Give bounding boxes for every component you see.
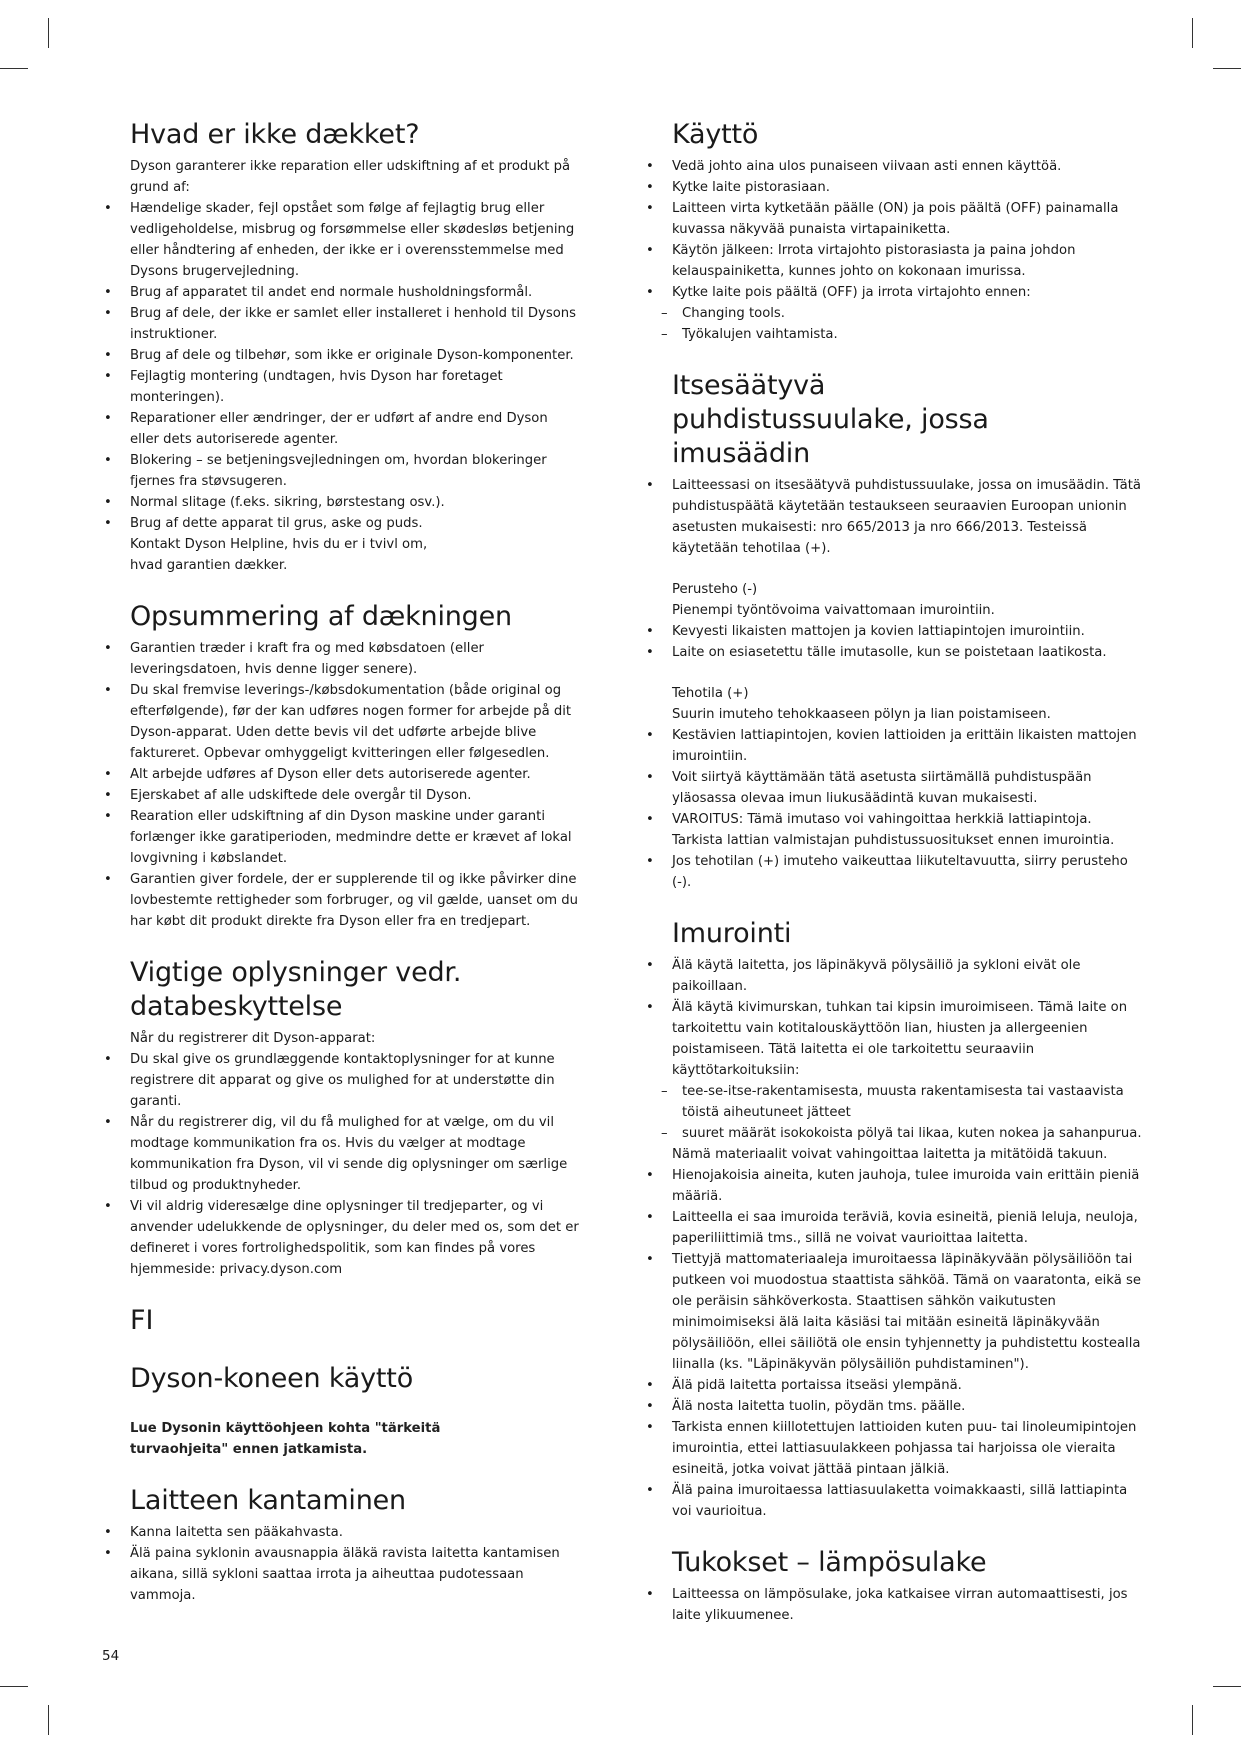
list-item: • Garantien giver fordele, der er supplerende til og ikke påvirker dine lovbestemte rettigheder som forbruger, og vil gælde, uanset om du har købt dit produkt direkte fra Dyson eller fra en tredjepart.	[100, 869, 580, 932]
list-item: • Rearation eller udskiftning af din Dyson maskine under garanti forlænger ikke garatiperioden, medmindre dette er krævet af lokal lovgivning i købslandet.	[100, 806, 580, 869]
list-item: • Brug af apparatet til andet end normale husholdningsformål.	[100, 282, 580, 303]
subheading-low-power: Perusteho (-)	[672, 582, 758, 597]
section-title: Hvad er ikke dækket?	[130, 119, 420, 150]
list-item: • Tiettyjä mattomateriaaleja imuroitaessa läpinäkyvään pölysäiliöön tai putkeen voi muodostua staattista sähköä. Tämä on vaaratonta, eikä se ole peräisin sähköverkosta. Staattisen sähkön vaikutusten minimoimiseksi älä laita käsiäsi tai mitään esineitä läpinäkyvään pölysäiliöön, ellei säiliötä ole ensin tyhjennetty ja puhdistettu kostealla liinalla (ks. "Läpinäkyvän pölysäiliön puhdistaminen").	[642, 1249, 1142, 1375]
left-column	[100, 118, 580, 1630]
section-title: Imurointi	[672, 918, 792, 949]
list-item: • Vedä johto aina ulos punaiseen viivaan asti ennen käyttöä.	[642, 156, 1142, 177]
section-blockages	[642, 1546, 1142, 1626]
list-item: • Kytke laite pois päältä (OFF) ja irrota virtajohto ennen:	[642, 282, 1142, 303]
bullet-list	[642, 1584, 1142, 1626]
bullet-list	[642, 725, 1142, 893]
intro-text: Når du registrerer dit Dyson-apparat:	[130, 1031, 376, 1046]
dash-item: – Työkalujen vaihtamista.	[642, 324, 1142, 345]
section-data-protection	[100, 956, 580, 1280]
bullet-list	[642, 475, 1142, 559]
list-item: • Voit siirtyä käyttämään tätä asetusta siirtämällä puhdistuspään yläosassa olevaa imun liukusäädintä kuvan mukaisesti.	[642, 767, 1142, 809]
list-item: • Älä käytä kivimurskan, tuhkan tai kipsin imuroimiseen. Tämä laite on tarkoitettu vain kotitalouskäyttöön lian, hiusten ja allergeenien poistamiseen. Tätä laitetta ei ole tarkoitettu seuraaviin käyttötarkoituksiin:	[642, 997, 1142, 1081]
list-item: • Hienojakoisia aineita, kuten jauhoja, tulee imuroida vain erittäin pieniä määriä.	[642, 1165, 1142, 1207]
section-title: Käyttö	[672, 119, 759, 150]
section-title: Dyson-koneen käyttö	[130, 1363, 414, 1394]
list-item: • Älä käytä laitetta, jos läpinäkyvä pölysäiliö ja sykloni eivät ole paikoillaan.	[642, 955, 1142, 997]
list-item: • Älä pidä laitetta portaissa itseäsi ylempänä.	[642, 1375, 1142, 1396]
section-title: Itsesäätyvä puhdistussuulake, jossa imusäädin	[672, 370, 989, 469]
list-item: • Älä paina imuroitaessa lattiasuulaketta voimakkaasti, sillä lattiapinta voi vaurioitua.	[642, 1480, 1142, 1522]
list-item: • Kytke laite pistorasiaan.	[642, 177, 1142, 198]
list-item: • Du skal give os grundlæggende kontaktoplysninger for at kunne registrere dit apparat og give os mulighed for at understøtte din garanti.	[100, 1049, 580, 1112]
list-item: • Brug af dele og tilbehør, som ikke er originale Dyson-komponenter.	[100, 345, 580, 366]
list-item: • Alt arbejde udføres af Dyson eller dets autoriserede agenter.	[100, 764, 580, 785]
crop-mark	[48, 18, 49, 48]
list-item: • Du skal fremvise leverings-/købsdokumentation (både original og efterfølgende), før der kan udføres nogen former for arbejde på dit Dyson-apparat. Uden dette bevis vil det udførte arbejde blive faktureret. Opbevar omhyggeligt kvitteringen eller følgesedlen.	[100, 680, 580, 764]
list-item: • Kestävien lattiapintojen, kovien lattioiden ja erittäin likaisten mattojen imurointiin.	[642, 725, 1142, 767]
list-item: • Laitteessasi on itsesäätyvä puhdistussuulake, jossa on imusäädin. Tätä puhdistuspäätä käytetään testaukseen seuraavien Euroopan unionin asetusten mukaisesti: nro 665/2013 ja nro 666/2013. Testeissä käytetään tehotilaa (+).	[642, 475, 1142, 559]
list-item: • Käytön jälkeen: Irrota virtajohto pistorasiasta ja paina johdon kelauspainiketta, kunnes johto on kokonaan imurissa.	[642, 240, 1142, 282]
list-item: • Ejerskabet af alle udskiftede dele overgår til Dyson.	[100, 785, 580, 806]
list-item: • Laitteessa on lämpösulake, joka katkaisee virran automaattisesti, jos laite ylikuumenee.	[642, 1584, 1142, 1626]
bullet-list	[642, 156, 1142, 303]
section-dyson-use	[100, 1362, 580, 1460]
bullet-list	[642, 955, 1142, 1081]
crop-mark	[1213, 68, 1241, 69]
crop-mark	[48, 1705, 49, 1735]
section-title: Vigtige oplysninger vedr. databeskyttelse	[130, 957, 462, 1022]
list-item: • Tarkista ennen kiillotettujen lattioiden kuten puu- tai linoleumipintojen imurointia, ettei lattiasuulakkeen pohjassa tai harjoissa ole vieraita esineitä, jotka voivat jättää pintaan jälkiä.	[642, 1417, 1142, 1480]
list-item: • Laitteella ei saa imuroida teräviä, kovia esineitä, pieniä leluja, neuloja, paperiliittimiä tms., sillä ne voivat vaurioittaa laitetta.	[642, 1207, 1142, 1249]
bullet-list	[100, 638, 580, 932]
list-item: • Når du registrerer dig, vil du få mulighed for at vælge, om du vil modtage kommunikation fra os. Hvis du vælger at modtage kommunikation fra Dyson, vil vi sende dig oplysninger om særlige tilbud og produktnyheder.	[100, 1112, 580, 1196]
list-item: • Fejlagtig montering (undtagen, hvis Dyson har foretaget monteringen).	[100, 366, 580, 408]
section-title: Laitteen kantaminen	[130, 1485, 406, 1516]
list-item: • Laite on esiasetettu tälle imutasolle, kun se poistetaan laatikosta.	[642, 642, 1142, 663]
crop-mark	[0, 68, 28, 69]
page-number: 54	[102, 1648, 120, 1664]
section-usage	[642, 118, 1142, 345]
bullet-list	[100, 198, 580, 534]
section-title: Tukokset – lämpösulake	[672, 1547, 987, 1578]
list-item: • Vi vil aldrig videresælge dine oplysninger til tredjeparter, og vi anvender udelukkende de oplysninger, du deler med os, som det er defineret i vores fortrolighedspolitik, som kan findes på vores hjemmeside: privacy.dyson.com	[100, 1196, 580, 1280]
bullet-list	[100, 1049, 580, 1280]
bullet-list	[100, 1522, 580, 1606]
outro-text: Kontakt Dyson Helpline, hvis du er i tvivl om, hvad garantien dækker.	[130, 537, 428, 573]
list-item: • Älä nosta laitetta tuolin, pöydän tms. päälle.	[642, 1396, 1142, 1417]
list-item: • Hændelige skader, fejl opstået som følge af fejlagtig brug eller vedligeholdelse, misbrug og forsømmelse eller skødesløs betjening eller håndtering af enheden, der ikke er i overensstemmelse med Dysons brugervejledning.	[100, 198, 580, 282]
list-item: • Brug af dele, der ikke er samlet eller installeret i henhold til Dysons instruktioner.	[100, 303, 580, 345]
crop-mark	[1213, 1686, 1241, 1687]
subheading-text: Pienempi työntövoima vaivattomaan imurointiin.	[672, 603, 995, 618]
crop-mark	[1192, 1705, 1193, 1735]
section-title: Opsummering af dækningen	[130, 601, 512, 632]
dash-item: – Changing tools.	[642, 303, 1142, 324]
crop-mark	[1192, 18, 1193, 48]
bullet-list	[642, 621, 1142, 663]
list-item: • Reparationer eller ændringer, der er udført af andre end Dyson eller dets autoriserede agenter.	[100, 408, 580, 450]
list-item: • Garantien træder i kraft fra og med købsdatoen (eller leveringsdatoen, hvis denne ligger senere).	[100, 638, 580, 680]
list-item: • Jos tehotilan (+) imuteho vaikeuttaa liikuteltavuutta, siirry perusteho (-).	[642, 851, 1142, 893]
safety-warning: Lue Dysonin käyttöohjeen kohta "tärkeitä turvaohjeita" ennen jatkamista.	[130, 1421, 441, 1457]
intro-text: Dyson garanterer ikke reparation eller udskiftning af et produkt på grund af:	[130, 159, 571, 195]
section-carrying	[100, 1484, 580, 1606]
section-floor-tool	[642, 369, 1142, 893]
subheading-text: Suurin imuteho tehokkaaseen pölyn ja lian poistamiseen.	[672, 707, 1051, 722]
list-item: • Laitteen virta kytketään päälle (ON) ja pois päältä (OFF) painamalla kuvassa näkyvää punaista virtapainiketta.	[642, 198, 1142, 240]
list-item: • Brug af dette apparat til grus, aske og puds.	[100, 513, 580, 534]
section-not-covered	[100, 118, 580, 576]
language-code: FI	[130, 1305, 154, 1336]
note-text: Nämä materiaalit voivat vahingoittaa laitetta ja mitätöidä takuun.	[672, 1147, 1108, 1162]
bullet-list	[642, 1165, 1142, 1522]
list-item: • Normal slitage (f.eks. sikring, børstestang osv.).	[100, 492, 580, 513]
subheading-power-mode: Tehotila (+)	[672, 686, 749, 701]
section-vacuuming	[642, 917, 1142, 1522]
section-coverage-summary	[100, 600, 580, 932]
list-item: • Blokering – se betjeningsvejledningen om, hvordan blokeringer fjernes fra støvsugeren.	[100, 450, 580, 492]
dash-item: – suuret määrät isokokoista pölyä tai likaa, kuten nokea ja sahanpurua.	[642, 1123, 1142, 1144]
list-item: • Kanna laitetta sen pääkahvasta.	[100, 1522, 580, 1543]
right-column	[642, 118, 1142, 1650]
dash-item: – tee-se-itse-rakentamisesta, muusta rakentamisesta tai vastaavista töistä aiheutuneet jätteet	[642, 1081, 1142, 1123]
list-item: • VAROITUS: Tämä imutaso voi vahingoittaa herkkiä lattiapintoja. Tarkista lattian valmistajan puhdistussuositukset ennen imurointia.	[642, 809, 1142, 851]
list-item: • Älä paina syklonin avausnappia äläkä ravista laitetta kantamisen aikana, sillä sykloni saattaa irrota ja aiheuttaa pudotessaan vammoja.	[100, 1543, 580, 1606]
crop-mark	[0, 1686, 28, 1687]
list-item: • Kevyesti likaisten mattojen ja kovien lattiapintojen imurointiin.	[642, 621, 1142, 642]
